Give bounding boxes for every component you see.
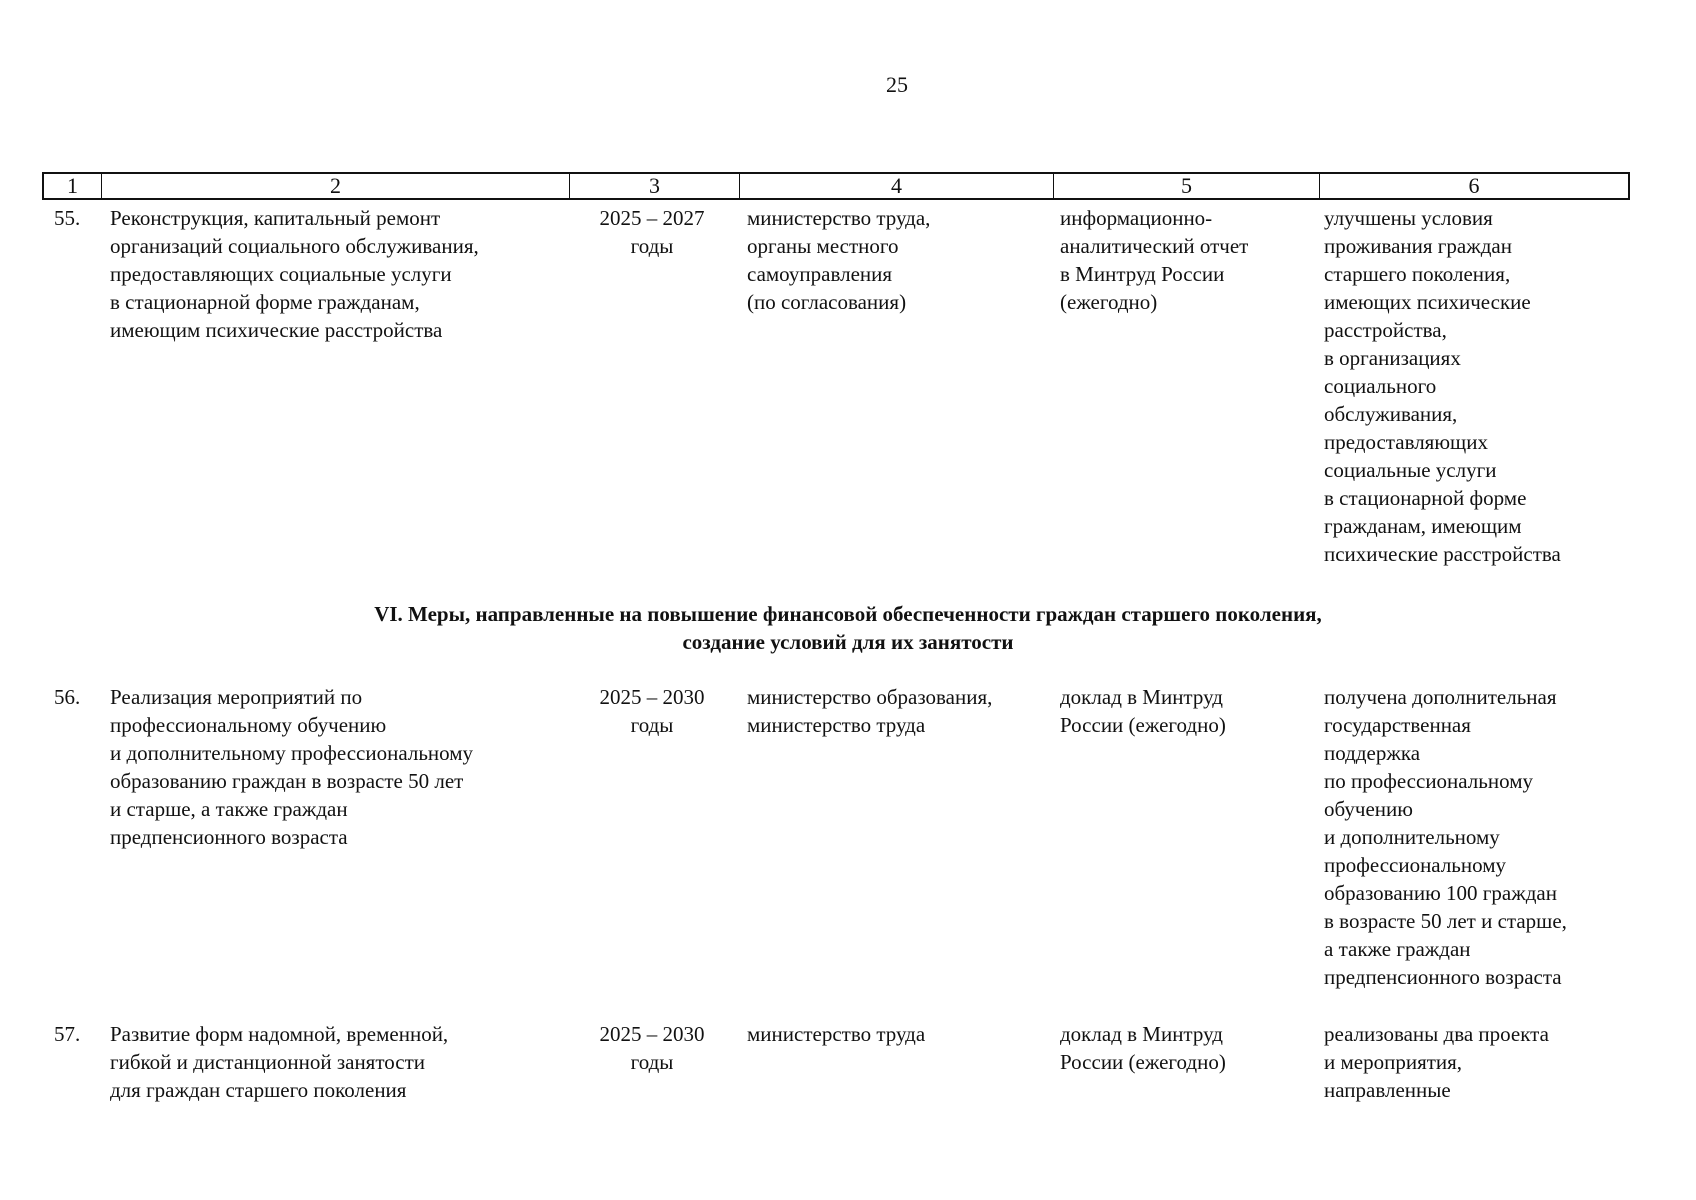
- report-form: доклад в Минтруд России (ежегодно): [1060, 685, 1226, 737]
- row-number: 56.: [54, 685, 81, 709]
- report-form: доклад в Минтруд России (ежегодно): [1060, 1022, 1226, 1074]
- expected-result: получена дополнительная государственная поддержка по профессиональному обучению и дополнительному профессиональному образованию 100 граждан в возрасте 50 лет и старше, а также граждан предпенсионного возраста: [1324, 685, 1567, 989]
- section-heading: [0, 600, 1696, 656]
- expected-result: улучшены условия проживания граждан старшего поколения, имеющих психические расстройства, в организациях социального обслуживания, предоставляющих социальные услуги в стационарной форме гражданам, имеющим психические расстройства: [1324, 206, 1561, 566]
- execution-term: 2025 – 2027 годы: [599, 206, 705, 258]
- responsible-executor: министерство труда: [747, 1022, 926, 1046]
- report-form: информационно- аналитический отчет в Минтруд России (ежегодно): [1060, 206, 1249, 314]
- expected-result: реализованы два проекта и мероприятия, направленные: [1324, 1022, 1549, 1102]
- table-header: [42, 172, 1630, 200]
- header-col-6: 6: [1468, 173, 1480, 198]
- header-col-5: 5: [1054, 174, 1320, 198]
- page-number: 25: [886, 72, 908, 97]
- execution-term: 2025 – 2030 годы: [599, 685, 705, 737]
- header-col-3: 3: [570, 174, 740, 198]
- header-col-4: 4: [740, 174, 1054, 198]
- execution-term: 2025 – 2030 годы: [599, 1022, 705, 1074]
- section-heading-line-1: VI. Меры, направленные на повышение финансовой обеспеченности граждан старшего поколения,: [374, 602, 1322, 626]
- row-number: 57.: [54, 1022, 81, 1046]
- measure-name: Реализация мероприятий по профессиональному обучению и дополнительному профессиональному образованию граждан в возрасте 50 лет и старше, а также граждан предпенсионного возраста: [110, 685, 474, 849]
- measure-name: Реконструкция, капитальный ремонт организаций социального обслуживания, предоставляющих социальные услуги в стационарной форме гражданам, имеющим психические расстройства: [110, 206, 479, 342]
- row-number: 55.: [54, 206, 81, 230]
- responsible-executor: министерство образования, министерство труда: [747, 685, 993, 737]
- measure-name: Развитие форм надомной, временной, гибкой и дистанционной занятости для граждан старшего поколения: [110, 1022, 449, 1102]
- section-heading-line-2: создание условий для их занятости: [682, 630, 1014, 654]
- header-col-2: 2: [102, 174, 570, 198]
- responsible-executor: министерство труда, органы местного самоуправления (по согласования): [747, 206, 931, 314]
- header-col-1: 1: [44, 174, 102, 198]
